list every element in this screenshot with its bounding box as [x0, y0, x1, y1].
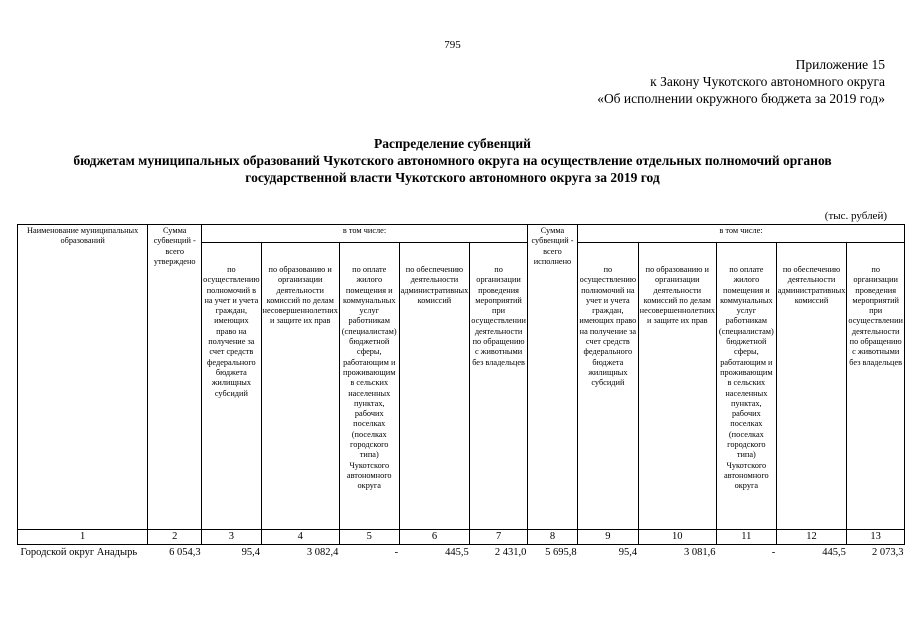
table-cell: 95,4: [618, 547, 638, 558]
header-housing-subsidies: по осуществлению полномочий на учет и учета граждан, имеющих право на получение за счет средств федерального бюджета жилищных субсидий: [578, 243, 639, 530]
table-cell: 5 695,8: [545, 547, 577, 558]
header-utilities-payment: по оплате жилого помещения и коммунальных услуг работникам (специалистам) бюджетной сферы, работающим и проживающим в сельских населенных пунктах, рабочих поселках (поселках городского типа) Чукотского автономного округа: [339, 243, 399, 530]
header-approved-total: Сумма субвенций - всего утверждено: [148, 225, 202, 530]
table-cell: 2 073,3: [872, 547, 904, 558]
column-number: 7: [470, 530, 528, 545]
header-housing-subsidies: по осуществлению полномочий в на учет и учета граждан, имеющих право на получение за счет средств федерального бюджета жилищных субсидий: [202, 243, 261, 530]
header-municipality: Наименование муниципальных образований: [18, 225, 148, 530]
header-admin-commissions: по обеспечению деятельности административных комиссий: [776, 243, 847, 530]
appendix-line: Приложение 15: [795, 57, 885, 72]
appendix-line: к Закону Чукотского автономного округа: [650, 74, 885, 89]
appendix-line: «Об исполнении окружного бюджета за 2019 год»: [597, 91, 885, 106]
header-minors-commissions: по образованию и организации деятельности комиссий по делам несовершеннолетних и защите их прав: [261, 243, 339, 530]
column-number: 4: [261, 530, 339, 545]
title-line: Распределение субвенций: [374, 136, 531, 151]
column-number: 5: [339, 530, 399, 545]
subventions-table: [17, 224, 905, 560]
municipality-name: Городской округ Анадырь: [20, 547, 138, 558]
column-number: 2: [148, 530, 202, 545]
table-cell: 2 431,0: [494, 547, 527, 558]
column-number: 1: [18, 530, 148, 545]
table-row: [18, 545, 905, 561]
table-cell: -: [771, 547, 776, 558]
column-numbers-row: [18, 530, 905, 545]
header-utilities-payment: по оплате жилого помещения и коммунальных услуг работникам (специалистам) бюджетной сферы, работающим и проживающим в сельских населенных пунктах, рабочих поселках (поселках городского типа) Чукотского автономного округа: [716, 243, 776, 530]
header-admin-commissions: по обеспечению деятельности административных комиссий: [399, 243, 470, 530]
table-cell: 95,4: [241, 547, 261, 558]
column-number: 8: [527, 530, 577, 545]
column-number: 3: [202, 530, 261, 545]
header-executed-total: Сумма субвенций - всего исполнено: [527, 225, 577, 530]
column-number: 10: [638, 530, 716, 545]
table-cell: 6 054,3: [169, 547, 201, 558]
table-cell: 3 081,6: [683, 547, 716, 558]
units-label: (тыс. рублей): [824, 210, 887, 222]
title-line: бюджетам муниципальных образований Чукотского автономного округа на осуществление отдельных полномочий органов: [73, 153, 832, 168]
column-number: 11: [716, 530, 776, 545]
title-line: государственной власти Чукотского автономного округа за 2019 год: [245, 170, 660, 185]
table-cell: -: [394, 547, 399, 558]
document-title: [0, 135, 905, 186]
column-number: 9: [578, 530, 639, 545]
header-including-left: в том числе:: [202, 225, 528, 243]
header-animals: по организации проведения мероприятий при осуществлении деятельности по обращению с животными без владельцев: [470, 243, 528, 530]
header-including-right: в том числе:: [578, 225, 905, 243]
appendix-header: [597, 56, 885, 107]
header-animals: по организации проведения мероприятий при осуществлении деятельности по обращению с животными без владельцев: [847, 243, 905, 530]
column-number: 12: [776, 530, 847, 545]
column-number: 6: [399, 530, 470, 545]
page-number: 795: [444, 39, 461, 51]
header-minors-commissions: по образованию и организации деятельности комиссий по делам несовершеннолетних и защите их прав: [638, 243, 716, 530]
table-cell: 445,5: [822, 547, 846, 558]
column-number: 13: [847, 530, 905, 545]
table-cell: 445,5: [445, 547, 469, 558]
table-cell: 3 082,4: [306, 547, 339, 558]
